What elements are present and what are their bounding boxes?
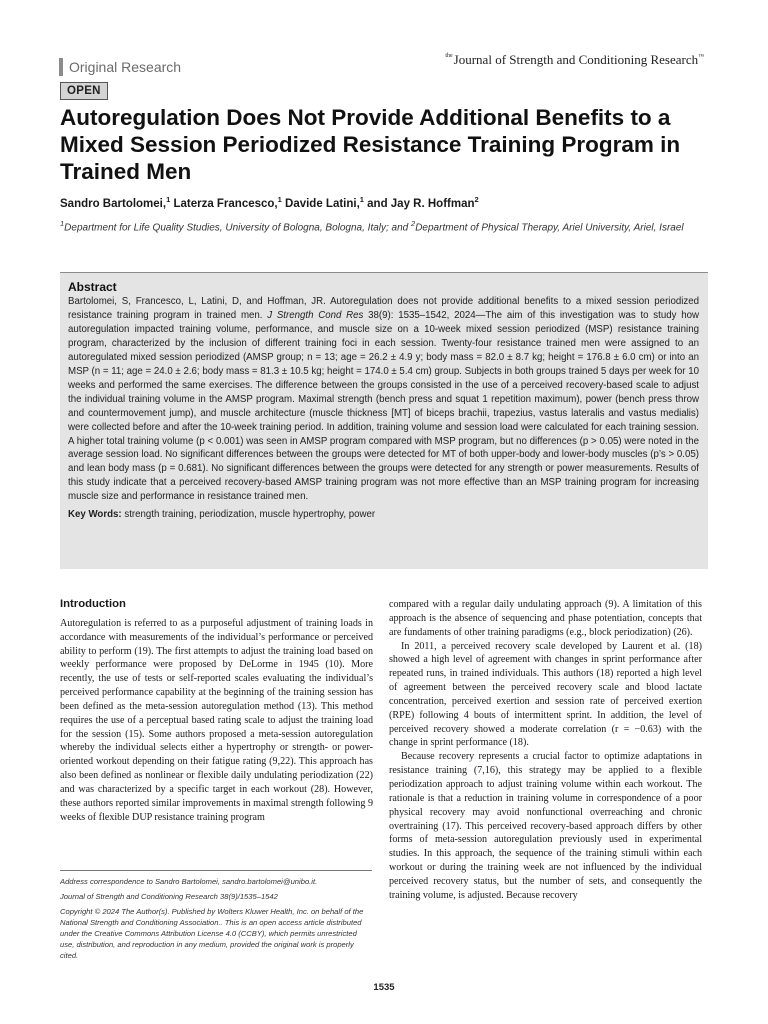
author-affil-sup: 1: [277, 195, 282, 204]
affiliations: [60, 216, 710, 235]
affil-text: Department of Physical Therapy, Ariel University, Ariel, Israel: [415, 222, 684, 234]
affil-text: Department for Life Quality Studies, University of Bologna, Bologna, Italy; and: [64, 222, 412, 234]
body-paragraph: Autoregulation is referred to as a purposeful adjustment of training loads in accordance with measurements of the individual’s performance or perceived ability to perform (19). The first attempts to adjust the training load based on weekly performance were proposed by DeLorme in 1945 (10). More recently, the use of tests or self-reported scales evaluating the individual’s perceived performance capability at the beginning of the training session has been defined as the meta-session autoregulation method (13). This method requires the use of a perceptual based rating scale to adjust the training load for the session (15). Some authors proposed a meta-session autoregulation whereby the individual selects either a hypertrophy or strength- or power-oriented workout depending on their fatigue rating (9,22). This approach has also been defined as nonlinear or flexible daily undulating periodization (22) and was characterized by a specific target in each workout (28). However, these authors reported similar improvements in maximal strength following 9 weeks of flexible DUP resistance training program: [60, 617, 373, 823]
copyright-note: Copyright © 2024 The Author(s). Published by Wolters Kluwer Health, Inc. on behalf of the National Strength and Conditioning Association.. This is an open access article distributed under the Creative Commons Attribution License 4.0 (CCBY), which permits unrestricted use, distribution, and reproduction in any medium, provided the original work is properly cited.: [60, 907, 364, 960]
article-title: Autoregulation Does Not Provide Additional Benefits to a Mixed Session Periodized Resistance Training Program in Trained Men: [60, 105, 681, 184]
page-number: 1535: [373, 982, 395, 993]
journal-logo-tm: ™: [698, 54, 704, 60]
journal-logo: [445, 52, 704, 68]
author-name: Laterza Francesco,: [170, 197, 278, 210]
author-affil-sup: 1: [359, 195, 364, 204]
body-paragraph: compared with a regular daily undulating approach (9). A limitation of this approach is the absence of sequencing and phase potentiation, concepts that are fundaments of other training paradigms (e.g., block periodization) (26).: [389, 599, 702, 638]
affil-sup: 2: [411, 219, 416, 228]
author-list: [60, 195, 479, 210]
body-paragraph: Because recovery represents a crucial factor to optimize adaptations in resistance training (7,16), this strategy may be applied to a flexible periodization approach to adjust training volume within each workout. The rationale is that a reduction in training volume in correspondence of a poor physical recovery may avoid nonfunctional overreaching and chronic overtraining (17). This perceived recovery-based approach differs by other forms of meta-session autoregulation previously used in experimental studies. In this approach, the sequence of the training stimuli within each workout or during the training week are not influenced by the individual perceived recovery status, but the number of sets, and consequently the training volume, is adjusted. Because recovery: [389, 751, 702, 901]
abstract-box: [60, 272, 708, 569]
author-name: Davide Latini,: [281, 197, 360, 210]
section-heading-introduction: Introduction: [60, 598, 126, 610]
abstract-text: [68, 295, 699, 504]
author-name: Sandro Bartolomei,: [60, 197, 167, 210]
journal-logo-name: Journal of Strength and Conditioning Research: [453, 52, 699, 67]
abstract-citation-post: 38(9): 1535–1542, 2024—: [363, 309, 486, 321]
footnotes: [60, 870, 372, 965]
correspondence-note: Address correspondence to Sandro Bartolomei, sandro.bartolomei@unibo.it.: [60, 877, 318, 886]
open-access-badge: OPEN: [60, 82, 108, 100]
left-column: [60, 598, 373, 825]
author-affil-sup: 2: [474, 195, 479, 204]
author-affil-sup: 1: [166, 195, 171, 204]
journal-reference: Journal of Strength and Conditioning Research 38(9)/1535–1542: [60, 892, 278, 901]
journal-logo-the: the: [445, 53, 453, 59]
author-name: and Jay R. Hoffman: [363, 197, 475, 210]
keywords: [68, 509, 699, 520]
keywords-label: Key Words:: [68, 509, 122, 521]
abstract-body: The aim of this investigation was to study how autoregulation impacted training volume, performance, and muscle size on a 10-week mixed session periodized (MSP) resistance training program, characterized by the inclusion of different training foci in each session. Twenty-four resistance trained men were assigned to an autoregulated mixed session periodized (AMSP group; n = 13; age = 26.2 ± 4.9 y; body mass = 82.0 ± 8.7 kg; height = 176.8 ± 6.0 cm) or into an MSP (n = 11; age = 24.0 ± 2.6; body mass = 81.3 ± 10.5 kg; height = 174.0 ± 5.4 cm) group. Subjects in both groups trained 5 days per week for 10 weeks and performed the same exercises. The difference between the groups consisted in the use of a perceived recovery-based scale to adjust the individual training volume in the AMSP program. Maximal strength (bench press and squat 1 repetition maximum), power (bench press throw and countermovement jump), and muscle architecture (muscle thickness [MT] of biceps brachii, trapezius, vastus lateralis and vastus medialis) were collected before and after the 10-week training period. In addition, training volume and session load were calculated for each training session. A higher total training volume (p < 0.001) was seen in AMSP program compared with MSP program, but no differences (p > 0.05) were noted in the average session load. No significant differences between the groups were detected for MT of both upper-body and lower-body muscles (p’s > 0.05) and lean body mass (p = 0.681). No significant differences between the groups were detected for any strength or power measurements. Results of this study indicate that a perceived recovery-based AMSP training program was not more effective than an MSP training program for increasing muscle size and performance in resistance trained men.: [68, 309, 699, 503]
right-column: [389, 598, 702, 903]
abstract-citation: Bartolomei, S, Francesco, L, Latini, D, and Hoffman, JR. Autoregulation does not provide additional benefits to a mixed session periodized resistance training program in trained men.: [68, 296, 699, 321]
abstract-citation-journal: J Strength Cond Res: [267, 309, 364, 321]
body-paragraph: In 2011, a perceived recovery scale developed by Laurent et al. (18) showed a high level of agreement with changes in sprint performance after repeated runs, in trained individuals. This authors (18) reported a high level of agreement between the perceived recovery scale and blood lactate concentration, perceived exertion and session rate of perceived exertion (RPE) following 4 bouts of intermittent sprint. In addition, the level of perceived recovery showed a moderate correlation (r = −0.63) with the change in sprint performance (18).: [389, 640, 702, 749]
keywords-list: strength training, periodization, muscle hypertrophy, power: [121, 509, 376, 521]
affil-sup: 1: [60, 219, 65, 228]
abstract-heading: Abstract: [68, 280, 117, 294]
section-label: Original Research: [59, 58, 181, 76]
